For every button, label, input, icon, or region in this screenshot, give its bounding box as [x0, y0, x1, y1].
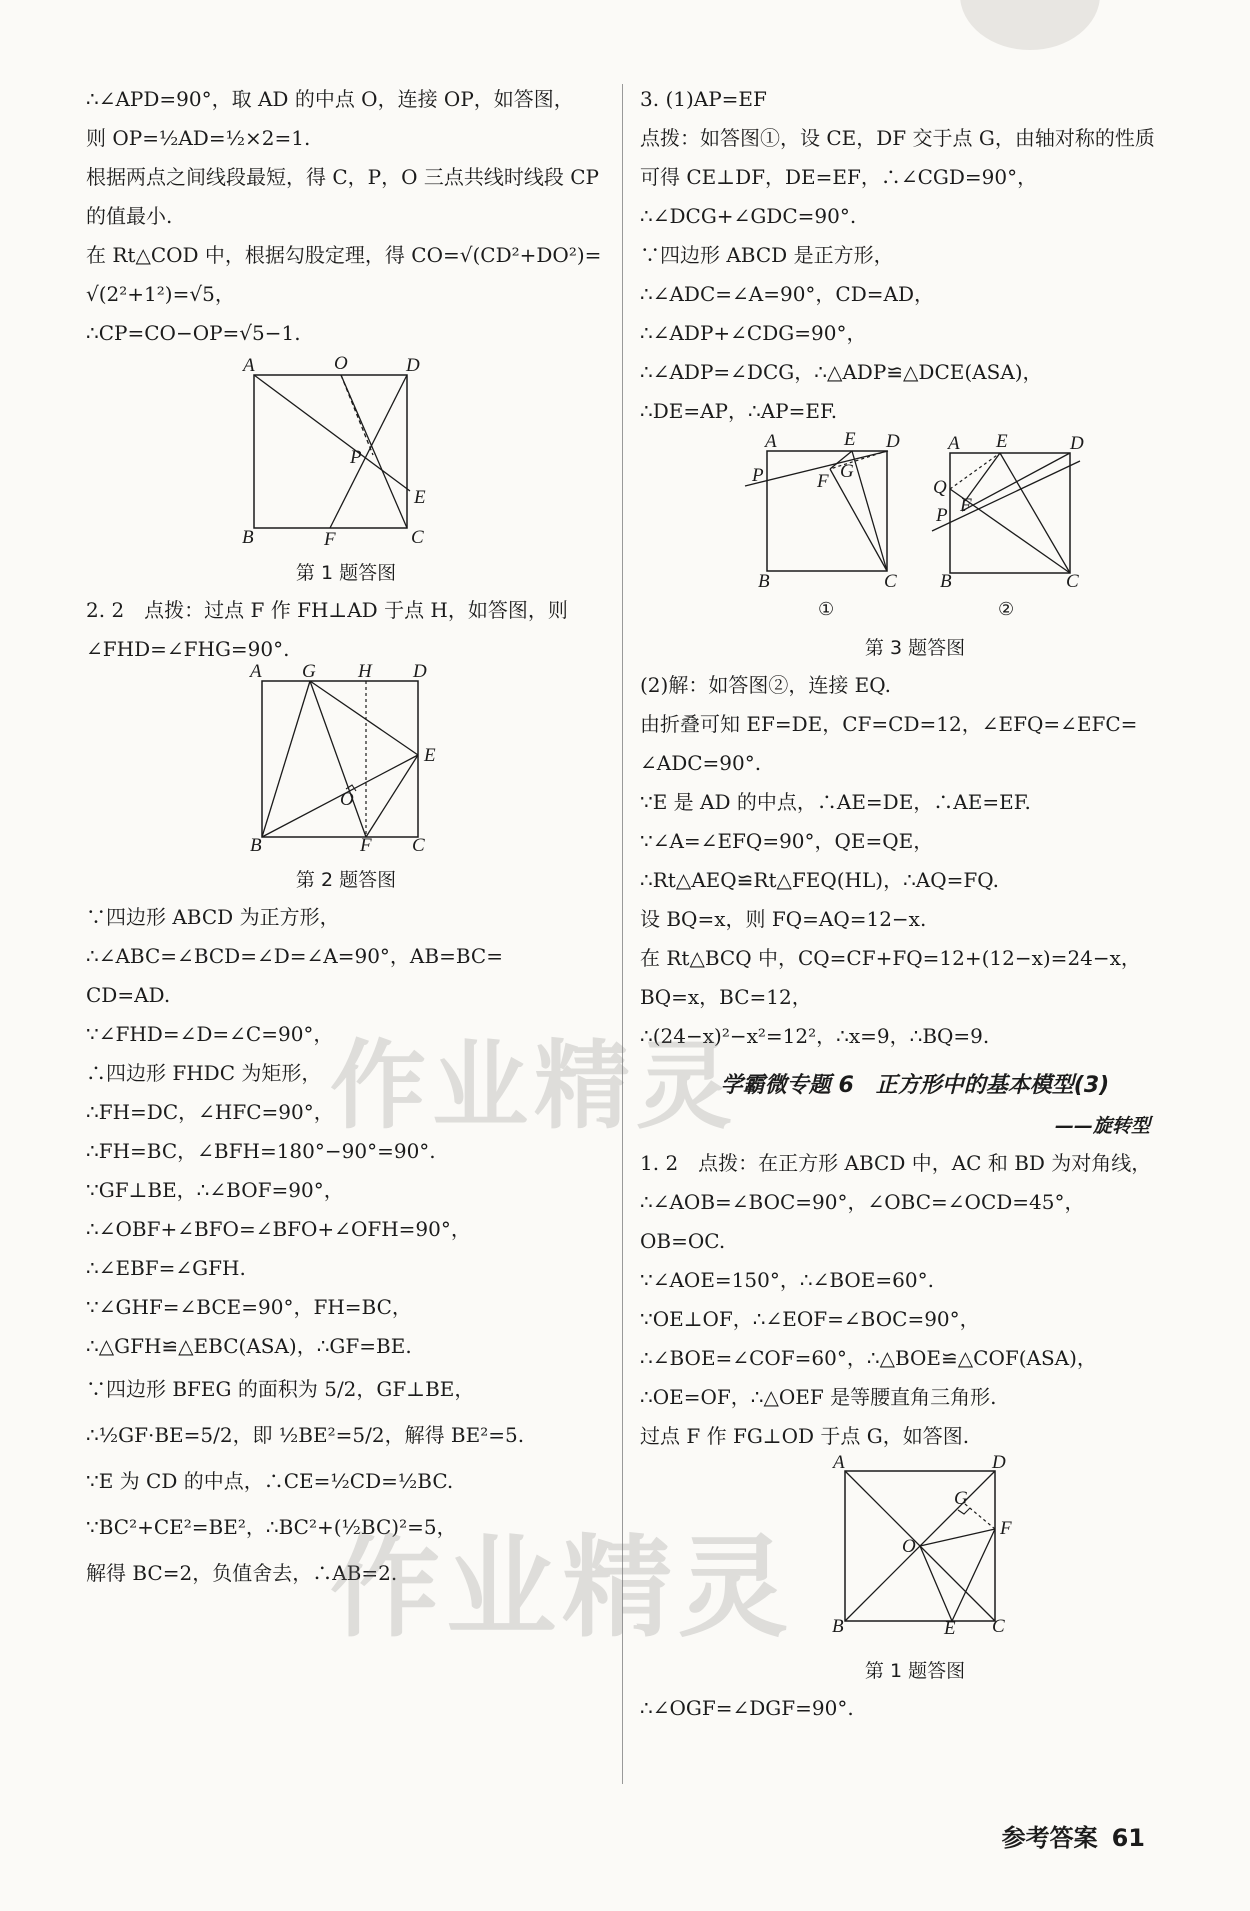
figure-caption: 第 2 题答图	[295, 869, 397, 891]
figure-q3	[640, 431, 1190, 626]
label-C: C	[884, 571, 897, 592]
text-line: ∴△GFH≌△EBC(ASA)，∴GF=BE.	[86, 1334, 412, 1358]
label-D: D	[406, 355, 420, 376]
text-line: 可得 CE⊥DF，DE=EF，∴∠CGD=90°，	[640, 165, 1038, 189]
text-line: 1. 2 点拨：在正方形 ABCD 中，AC 和 BD 为对角线，	[640, 1151, 1152, 1175]
text-line: ∴四边形 FHDC 为矩形，	[86, 1061, 322, 1085]
text-line: ∵四边形 ABCD 为正方形，	[86, 905, 340, 929]
section-title: 学霸微专题 6 正方形中的基本模型(3)	[720, 1073, 1110, 1098]
text-line: BQ=x，BC=12，	[640, 985, 812, 1009]
text-line: ∴Rt△AEQ≌Rt△FEQ(HL)，∴AQ=FQ.	[640, 868, 1000, 892]
text-line: ∴½GF·BE=5/2，即 ½BE²=5/2，解得 BE²=5.	[86, 1423, 525, 1447]
label-B: B	[832, 1616, 844, 1637]
text-line: ∠FHD=∠FHG=90°.	[86, 637, 290, 661]
text-line: ∴∠OGF=∠DGF=90°.	[640, 1696, 854, 1720]
text-line: OB=OC.	[640, 1229, 726, 1253]
label-Q: Q	[933, 477, 947, 498]
text-line: 的值最小.	[86, 204, 173, 228]
text-line: 由折叠可知 EF=DE，CF=CD=12，∠EFQ=∠EFC=	[640, 712, 1138, 736]
label-H: H	[358, 661, 372, 682]
text-line: 在 Rt△COD 中，根据勾股定理，得 CO=√(CD²+DO²)=	[86, 243, 602, 267]
text-line: ∴∠OBF+∠BFO=∠BFO+∠OFH=90°，	[86, 1217, 471, 1241]
watermark: 作业精灵	[330, 1030, 738, 1142]
page-number: 61	[1111, 1824, 1145, 1852]
text-line: ∵∠AOE=150°，∴∠BOE=60°.	[640, 1268, 934, 1292]
text-line: ∵BC²+CE²=BE²，∴BC²+(½BC)²=5，	[86, 1515, 457, 1539]
text-line: ∵四边形 BFEG 的面积为 5/2，GF⊥BE，	[86, 1377, 475, 1401]
label-O: O	[902, 1536, 916, 1557]
label-F: F	[360, 835, 372, 856]
figure-section-q1	[640, 1452, 1190, 1639]
text-line: ∴∠AOB=∠BOC=90°，∠OBC=∠OCD=45°，	[640, 1190, 1085, 1214]
label-G: G	[954, 1488, 968, 1509]
text-line: ∴FH=DC，∠HFC=90°，	[86, 1100, 334, 1124]
text-line: ∵∠FHD=∠D=∠C=90°，	[86, 1022, 334, 1046]
label-B: B	[242, 527, 254, 548]
label-B: B	[758, 571, 770, 592]
label-P: P	[752, 465, 764, 486]
text-line: ∵∠A=∠EFQ=90°，QE=QE，	[640, 829, 934, 853]
text-line: ∴FH=BC，∠BFH=180°−90°=90°.	[86, 1139, 436, 1163]
label-C: C	[1066, 571, 1079, 592]
text-line: ∴∠DCG+∠GDC=90°.	[640, 204, 857, 228]
label-E: E	[996, 431, 1008, 452]
label-C: C	[412, 835, 425, 856]
text-line: ∴∠ABC=∠BCD=∠D=∠A=90°，AB=BC=	[86, 944, 503, 968]
text-line: ∵E 是 AD 的中点，∴AE=DE，∴AE=EF.	[640, 790, 1031, 814]
text-line: ∴CP=CO−OP=√5−1.	[86, 321, 301, 345]
text-line: 解得 BC=2，负值舍去，∴AB=2.	[86, 1561, 398, 1585]
text-line: √(2²+1²)=√5，	[86, 282, 235, 306]
figure-mark: ②	[998, 599, 1015, 620]
page-corner-shadow	[960, 0, 1100, 50]
text-line: ∴∠EBF=∠GFH.	[86, 1256, 246, 1280]
text-line: ∵OE⊥OF，∴∠EOF=∠BOC=90°，	[640, 1307, 980, 1331]
label-B: B	[940, 571, 952, 592]
label-F: F	[960, 495, 972, 516]
figure-mark: ①	[818, 599, 835, 620]
text-line: ∵∠GHF=∠BCE=90°，FH=BC，	[86, 1295, 412, 1319]
figure-q2	[86, 661, 606, 856]
column-divider	[622, 84, 623, 1784]
label-F: F	[1000, 1518, 1012, 1539]
label-F: F	[817, 471, 829, 492]
text-line: ∵GF⊥BE，∴∠BOF=90°，	[86, 1178, 344, 1202]
label-B: B	[250, 835, 262, 856]
text-line: 则 OP=½AD=½×2=1.	[86, 126, 311, 150]
text-line: 设 BQ=x，则 FQ=AQ=12−x.	[640, 907, 927, 931]
text-line: ∴∠ADP+∠CDG=90°，	[640, 321, 867, 345]
label-C: C	[992, 1616, 1005, 1637]
text-line: ∴OE=OF，∴△OEF 是等腰直角三角形.	[640, 1385, 997, 1409]
text-line: ∴∠BOE=∠COF=60°，∴△BOE≌△COF(ASA)，	[640, 1346, 1097, 1370]
left-column	[86, 80, 606, 1596]
figure-caption: 第 1 题答图	[864, 1660, 966, 1682]
text-line: 在 Rt△BCQ 中，CQ=CF+FQ=12+(12−x)=24−x，	[640, 946, 1141, 970]
text-line: 过点 F 作 FG⊥OD 于点 G，如答图.	[640, 1424, 970, 1448]
figure-caption: 第 3 题答图	[864, 637, 966, 659]
label-D: D	[1070, 433, 1084, 454]
label-G: G	[840, 461, 854, 482]
label-D: D	[413, 661, 427, 682]
label-D: D	[992, 1452, 1006, 1473]
section-subtitle: ——旋转型	[1054, 1115, 1150, 1137]
label-A: A	[243, 355, 255, 376]
label-D: D	[886, 431, 900, 452]
footer-label: 参考答案	[1001, 1824, 1098, 1852]
text-line: (2)解：如答图②，连接 EQ.	[640, 673, 892, 697]
label-P: P	[350, 447, 362, 468]
text-line: CD=AD.	[86, 983, 171, 1007]
label-E: E	[944, 1618, 956, 1639]
label-A: A	[948, 433, 960, 454]
text-line: ∴(24−x)²−x²=12²，∴x=9，∴BQ=9.	[640, 1024, 990, 1048]
text-line: ∴∠ADP=∠DCG，∴△ADP≌△DCE(ASA)，	[640, 360, 1043, 384]
label-O: O	[340, 789, 354, 810]
text-line: ∴∠ADC=∠A=90°，CD=AD，	[640, 282, 935, 306]
label-P: P	[936, 505, 948, 526]
label-E: E	[844, 429, 856, 450]
text-line: 2. 2 点拨：过点 F 作 FH⊥AD 于点 H，如答图，则	[86, 598, 568, 622]
text-line: ∵四边形 ABCD 是正方形，	[640, 243, 894, 267]
label-E: E	[424, 745, 436, 766]
text-line: 点拨：如答图①，设 CE，DF 交于点 G，由轴对称的性质	[640, 126, 1155, 150]
label-A: A	[833, 1452, 845, 1473]
label-G: G	[302, 661, 316, 682]
label-E: E	[414, 487, 426, 508]
text-line: ∠ADC=90°.	[640, 751, 762, 775]
text-line: ∴∠APD=90°，取 AD 的中点 O，连接 OP，如答图，	[86, 87, 574, 111]
figure-q1	[86, 353, 606, 550]
page-footer	[1002, 1818, 1145, 1853]
label-O: O	[334, 353, 348, 374]
text-line: 根据两点之间线段最短，得 C，P，O 三点共线时线段 CP	[86, 165, 599, 189]
text-line: ∵E 为 CD 的中点，∴CE=½CD=½BC.	[86, 1469, 454, 1493]
label-A: A	[250, 661, 262, 682]
figure-caption: 第 1 题答图	[295, 562, 397, 584]
label-C: C	[411, 527, 424, 548]
right-column	[640, 80, 1190, 1728]
watermark: 作业精灵	[330, 1524, 794, 1652]
text-line: ∴DE=AP，∴AP=EF.	[640, 399, 838, 423]
text-line: 3. (1)AP=EF	[640, 87, 767, 111]
label-F: F	[324, 529, 336, 550]
label-A: A	[765, 431, 777, 452]
